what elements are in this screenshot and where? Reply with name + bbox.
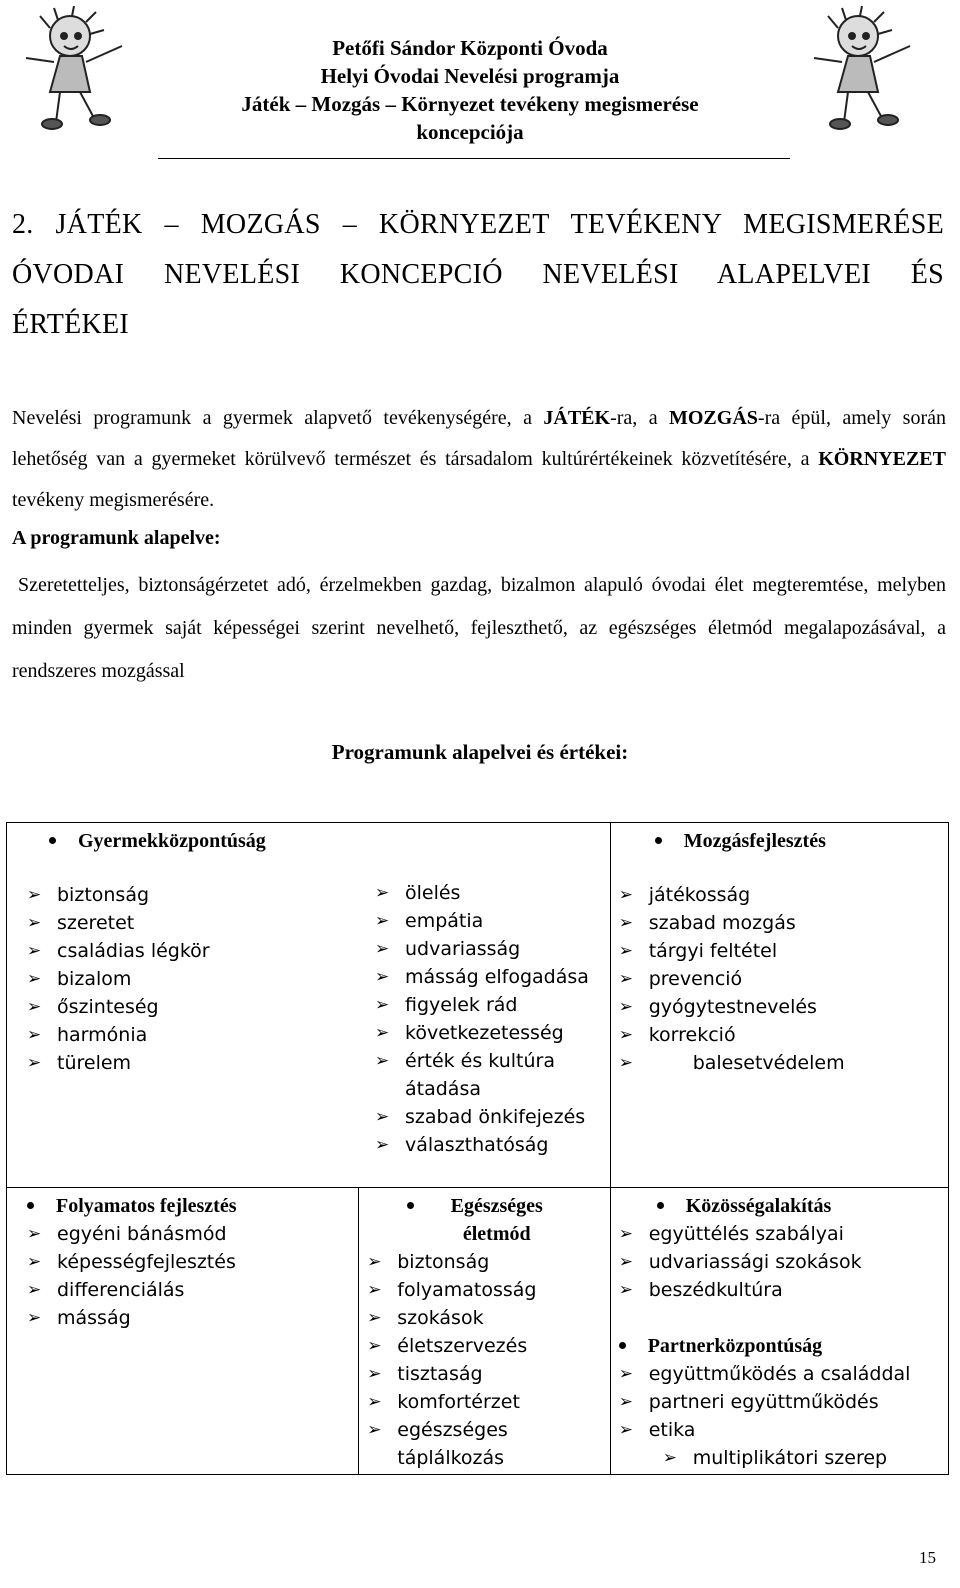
bullet-icon [49, 837, 56, 844]
list-item-label: differenciálás [57, 1279, 185, 1301]
list-item [27, 1304, 236, 1332]
list-item-label: harmónia [57, 1024, 148, 1046]
list-item [27, 1220, 236, 1248]
list-item-label: komfortérzet [397, 1391, 520, 1413]
list-item-label: empátia [405, 910, 484, 932]
arrow-bullet-icon: ➢ [367, 1252, 382, 1272]
table-cell-egeszseges-eletmod [359, 1188, 610, 1475]
list-item [375, 991, 607, 1019]
list-item [27, 881, 210, 909]
arrow-bullet-icon: ➢ [367, 1336, 382, 1356]
list-item-label: családias légkör [57, 940, 210, 962]
list-item [375, 1019, 607, 1047]
list-item-label: szabad mozgás [648, 912, 796, 934]
arrow-bullet-icon: ➢ [367, 1420, 382, 1440]
list-item-label: életszervezés [397, 1335, 528, 1357]
list-item-label: prevenció [648, 968, 743, 990]
table-cell-kozossegalakitas [610, 1188, 948, 1475]
list-item [619, 1220, 862, 1248]
list-item [367, 1388, 605, 1416]
intro-bold-kornyezet: KÖRNYEZET [818, 448, 946, 470]
list-item [375, 963, 607, 991]
list-item [367, 1276, 605, 1304]
list-item-label: korrekció [648, 1024, 736, 1046]
intro-text-4: tevékeny megismerésére. [12, 489, 215, 511]
arrow-list [619, 1220, 862, 1304]
arrow-bullet-icon: ➢ [375, 911, 390, 931]
header-divider [158, 158, 790, 159]
arrow-bullet-icon: ➢ [375, 967, 390, 987]
header-line-3: Játék – Mozgás – Környezet tevékeny megismerése [241, 92, 699, 116]
list-item-label: együttélés szabályai [648, 1223, 844, 1245]
arrow-bullet-icon: ➢ [27, 941, 42, 961]
arrow-bullet-icon: ➢ [618, 913, 633, 933]
list-item [619, 1360, 911, 1388]
page-number: 15 [919, 1548, 936, 1567]
arrow-bullet-icon: ➢ [618, 1364, 633, 1384]
list-item [27, 1248, 236, 1276]
arrow-bullet-icon: ➢ [27, 885, 42, 905]
arrow-bullet-icon: ➢ [375, 939, 390, 959]
header-line-1: Petőfi Sándor Központi Óvoda [332, 36, 608, 60]
bullet-icon [657, 1202, 664, 1209]
list-item [619, 1021, 845, 1049]
arrow-bullet-icon: ➢ [367, 1280, 382, 1300]
list-item-label: érték és kultúra átadása [405, 1050, 555, 1100]
arrow-bullet-icon: ➢ [618, 1224, 633, 1244]
list-item [27, 909, 210, 937]
list-item [375, 907, 607, 935]
list-item-label: tisztaság [397, 1363, 483, 1385]
list-item-label: udvariasság [405, 938, 521, 960]
arrow-bullet-icon: ➢ [375, 883, 390, 903]
list-item-label: következetesség [405, 1022, 564, 1044]
list-item [619, 1388, 911, 1416]
arrow-bullet-icon: ➢ [618, 1025, 633, 1045]
arrow-list [27, 881, 210, 1077]
table-row [7, 1188, 949, 1475]
list-item-label: másság [57, 1307, 131, 1329]
values-table [6, 822, 949, 1475]
cell-heading: Partnerközpontúság [619, 1332, 822, 1360]
bullet-icon [407, 1202, 414, 1209]
list-item [375, 879, 607, 907]
list-item-label: etika [648, 1419, 696, 1441]
list-item-label: képességfejlesztés [57, 1251, 236, 1273]
arrow-bullet-icon: ➢ [618, 969, 633, 989]
list-item-label: választhatóság [405, 1134, 549, 1156]
arrow-bullet-icon: ➢ [367, 1364, 382, 1384]
list-item-label: biztonság [397, 1251, 490, 1273]
arrow-bullet-icon: ➢ [618, 1420, 633, 1440]
arrow-bullet-icon: ➢ [27, 1053, 42, 1073]
cell-heading: Egészséges életmód [407, 1192, 557, 1248]
list-item [619, 993, 845, 1021]
cell-heading: Folyamatos fejlesztés [27, 1192, 237, 1220]
section-title-line-2: ÓVODAI NEVELÉSI KONCEPCIÓ NEVELÉSI ALAPELVEI ÉS [12, 259, 944, 290]
arrow-bullet-icon: ➢ [375, 1135, 390, 1155]
arrow-bullet-icon: ➢ [27, 1280, 42, 1300]
arrow-bullet-icon: ➢ [618, 1053, 633, 1073]
list-item-label: figyelek rád [405, 994, 518, 1016]
arrow-bullet-icon: ➢ [27, 997, 42, 1017]
list-item-label: folyamatosság [397, 1279, 537, 1301]
list-item-label: multiplikátori szerep [692, 1447, 888, 1469]
bullet-icon [655, 837, 662, 844]
list-item-label: szokások [397, 1307, 484, 1329]
header-line-4: koncepciója [416, 120, 524, 144]
list-item [619, 937, 845, 965]
list-item [375, 1047, 607, 1103]
arrow-bullet-icon: ➢ [367, 1392, 382, 1412]
arrow-bullet-icon: ➢ [618, 1280, 633, 1300]
page-header [0, 0, 960, 170]
arrow-bullet-icon: ➢ [618, 941, 633, 961]
list-item [367, 1360, 605, 1388]
list-item [619, 1416, 911, 1444]
list-item-label: beszédkultúra [648, 1279, 783, 1301]
list-item-label: partneri együttműködés [648, 1391, 879, 1413]
list-item [367, 1304, 605, 1332]
list-item [375, 935, 607, 963]
list-item [27, 1049, 210, 1077]
table-cell-folyamatos-fejlesztes [7, 1188, 359, 1475]
arrow-bullet-icon: ➢ [367, 1308, 382, 1328]
list-item [619, 965, 845, 993]
list-item [367, 1416, 605, 1472]
arrow-bullet-icon: ➢ [375, 1023, 390, 1043]
cell-heading: Mozgásfejlesztés [655, 827, 826, 855]
header-text [160, 34, 780, 146]
list-item [27, 965, 210, 993]
list-item-label: ölelés [405, 882, 461, 904]
list-item [27, 1276, 236, 1304]
list-item-label: udvariassági szokások [648, 1251, 862, 1273]
intro-bold-jatek: JÁTÉK [543, 407, 611, 429]
arrow-list [619, 881, 845, 1077]
list-item-label: türelem [57, 1052, 132, 1074]
list-item-label: együttműködés a családdal [648, 1363, 911, 1385]
child-mascot-logo-left [10, 6, 142, 132]
arrow-list [619, 1360, 911, 1472]
list-item-label: szabad önkifejezés [405, 1106, 586, 1128]
list-item [375, 1131, 607, 1159]
arrow-list [27, 1220, 236, 1332]
arrow-bullet-icon: ➢ [27, 1252, 42, 1272]
arrow-bullet-icon: ➢ [375, 995, 390, 1015]
list-item-label: játékosság [648, 884, 751, 906]
arrow-bullet-icon: ➢ [662, 1448, 677, 1468]
list-item-label: őszinteség [57, 996, 159, 1018]
list-item [27, 1021, 210, 1049]
intro-text-2: -ra, a [610, 407, 669, 429]
list-item [619, 881, 845, 909]
arrow-list [367, 1248, 605, 1472]
table-cell-mozgasfejlesztes [610, 823, 948, 1188]
intro-text-3: -ra épül, amely során lehetőség van a gyermeket körülvevő természet és társadalom kultúrértékeinek közvetítésére, a [12, 407, 946, 470]
table-cell-gyermekkozpontusag [7, 823, 611, 1188]
arrow-bullet-icon: ➢ [375, 1051, 390, 1071]
principle-heading: A programunk alapelve: [12, 527, 221, 549]
principle-paragraph: Szeretetteljes, biztonságérzetet adó, érzelmekben gazdag, bizalmon alapuló óvodai élet megteremtése, melyben minden gyermek saját képességei szerint nevelhető, fejleszthető, az egészséges életmód megalapozásával, a rendszeres mozgással [12, 574, 946, 682]
list-item [619, 1444, 911, 1472]
list-item [619, 1276, 862, 1304]
arrow-bullet-icon: ➢ [27, 913, 42, 933]
bullet-icon [27, 1202, 34, 1209]
list-item-label: balesetvédelem [692, 1052, 845, 1074]
list-item [27, 993, 210, 1021]
list-item-label: tárgyi feltétel [648, 940, 778, 962]
list-item [619, 1049, 845, 1077]
child-mascot-logo-right [798, 6, 930, 132]
list-item-label: bizalom [57, 968, 132, 990]
list-item [367, 1332, 605, 1360]
arrow-bullet-icon: ➢ [27, 1224, 42, 1244]
values-heading: Programunk alapelvei és értékei: [331, 740, 629, 764]
list-item [375, 1103, 607, 1131]
list-item [27, 937, 210, 965]
arrow-bullet-icon: ➢ [618, 1252, 633, 1272]
list-item [367, 1248, 605, 1276]
arrow-bullet-icon: ➢ [618, 1392, 633, 1412]
list-item [619, 1248, 862, 1276]
section-title-line-1: 2. JÁTÉK – MOZGÁS – KÖRNYEZET TEVÉKENY MEGISMERÉSE [12, 209, 944, 240]
list-item-label: egészséges táplálkozás [397, 1419, 508, 1469]
intro-paragraph [12, 398, 946, 521]
bullet-icon [619, 1342, 626, 1349]
arrow-bullet-icon: ➢ [618, 885, 633, 905]
list-item-label: másság elfogadása [405, 966, 589, 988]
intro-text-1: Nevelési programunk a gyermek alapvető tevékenységére, a [12, 407, 544, 429]
arrow-bullet-icon: ➢ [375, 1107, 390, 1127]
header-line-2: Helyi Óvodai Nevelési programja [320, 64, 620, 88]
list-item [619, 909, 845, 937]
list-item-label: biztonság [57, 884, 150, 906]
section-title-line-3: ÉRTÉKEI [12, 309, 130, 340]
list-item-label: gyógytestnevelés [648, 996, 817, 1018]
section-title [12, 200, 944, 350]
list-item-label: szeretet [57, 912, 135, 934]
cell-heading: Gyermekközpontúság [49, 827, 266, 855]
arrow-bullet-icon: ➢ [27, 1025, 42, 1045]
table-row [7, 823, 949, 1188]
arrow-bullet-icon: ➢ [27, 1308, 42, 1328]
arrow-bullet-icon: ➢ [27, 969, 42, 989]
intro-bold-mozgas: MOZGÁS [669, 407, 758, 429]
cell-heading: Közösségalakítás [657, 1192, 832, 1220]
list-item-label: egyéni bánásmód [57, 1223, 227, 1245]
arrow-bullet-icon: ➢ [618, 997, 633, 1017]
arrow-list [375, 879, 607, 1159]
